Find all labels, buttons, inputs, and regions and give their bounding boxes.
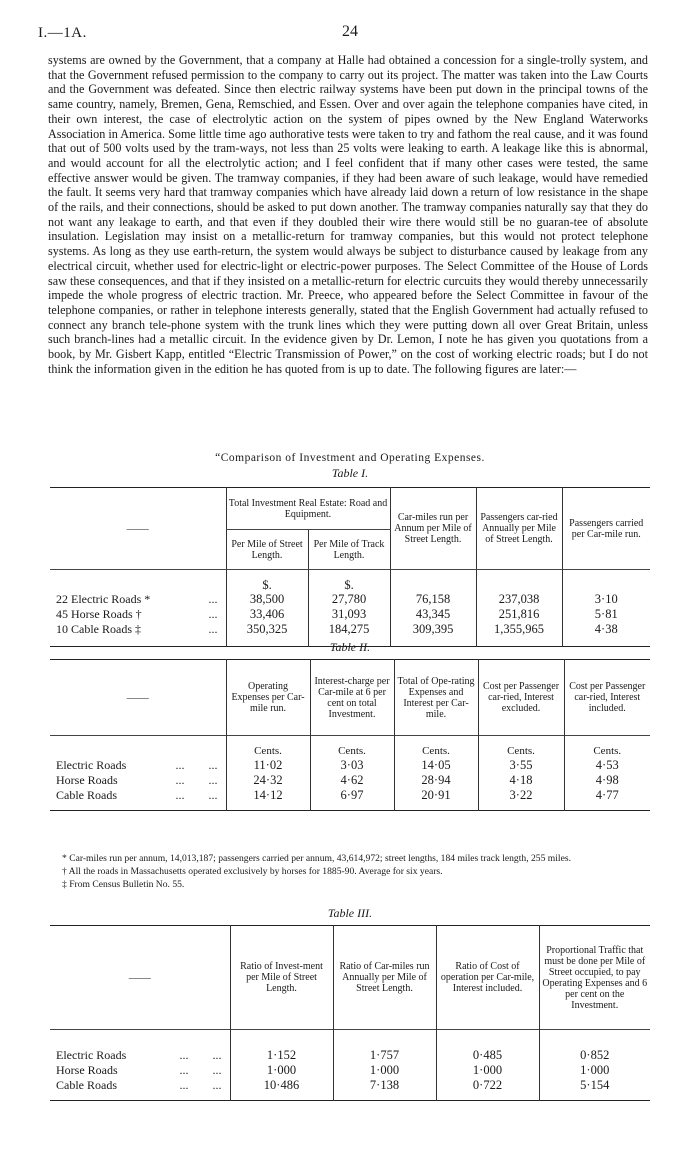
table1-cell: 184,275 — [308, 622, 390, 637]
table1-col-ratio: Passengers carried per Car-mile run. — [562, 488, 650, 570]
table3-cell: 10·486 — [230, 1078, 333, 1093]
table1-row-label: 45 Horse Roads † — [56, 606, 142, 621]
table1-unit-street: $. — [226, 570, 308, 592]
table-row: Electric Roads ... ... 11·02 3·03 14·05 3·55 4·53 — [50, 758, 650, 773]
table2-cell: 28·94 — [394, 773, 478, 788]
comparison-caption: “Comparison of Investment and Operating Expenses. — [215, 452, 485, 464]
table2-label: Table II. — [329, 640, 371, 654]
body-paragraph: systems are owned by the Government, that a company at Halle had obtained a concession for a single-trolly system, and that the Government refused permission to the company to carry out its project. The matter was taken into the Law Courts and the Government was defeated. Since then electric railway systems have been put down in the principal towns of the same country, namely, Bremen, Gena, Remschied, and Essen. Over and over again the telephone companies have cited, in their own interest, the case of electrolytic action on the system of pipes owned by the New England Waterworks Association in America. Some little time ago authorative tests were taken to try and fathom the real cause, and it was found that out of 500 volts used by the tram-ways, not less than 25 volts were leaking to earth. A leakage like this is abnormal, and would account for all the electrolytic action; and I feel confident that if many other cases were tested, the same effective answer would be given. The tramway companies, if they had been aware of such leakage, would have remedied the fault. It seems very hard that tramway companies which have already laid down a return of low resistance in the shape of the rails, and their connections, should be asked to put down another. The tramway companies naturally say that they do not want any leakage to earth, and that even if they doubled their wire there would still be no guaran-tee of absolute insulation. Legislation may insist on a metallic-return for tramway companies, but this would not protect telephone systems. As long as they use earth-return, the system would always be subject to disturbance caused by leakage from any electrical circuit, whether used for electric-light or electric-power purposes. The Select Committee of the House of Lords saw these consequences, and that if they insisted on a metallic-return for electric curcuits they would thereby unnecessarily impede the whole progress of electric traction. Mr. Preece, who appeared before the Select Committee in favour of the telephone companies, or rather in telephone interests generally, stated that the English Government had actually refused to connect any branch tele-phone system with the trunk lines which they were putting down all over Great Britain, unless such branch-lines had a metallic circuit. In the evidence given by Dr. Lemon, I note he has given you quotations from a book, by Mr. Gisbert Kapp, entitled “Electric Transmission of Power,” on the cost of working electric roads; but I do not think the information given in the edition he has quoted from is up to date. The following figures are later:— — [48, 53, 648, 376]
table-row: 45 Horse Roads † ... 33,406 31,093 43,345 251,816 5·81 — [50, 607, 650, 622]
table3-cell: 1·757 — [333, 1048, 436, 1063]
table1-blank-header: —— — [50, 488, 226, 570]
table2-cell: 3·03 — [310, 758, 394, 773]
table3-row-label: Electric Roads — [56, 1047, 127, 1062]
table3-blank-header: —— — [128, 971, 151, 984]
table3-label: Table III. — [327, 906, 373, 920]
table1-col-passengers: Passengers car-ried Annually per Mile of Street Length. — [476, 488, 562, 570]
table-row: 22 Electric Roads * ... 38,500 27,780 76,158 237,038 3·10 — [50, 592, 650, 607]
table2-cell: 4·53 — [564, 758, 650, 773]
table3-col-traffic: Proportional Traffic that must be done per Mile of Street occupied, to pay Operating Expenses and 6 per cent on the Investment. — [539, 926, 650, 1030]
table-row: Electric Roads ... ... 1·152 1·757 0·485 0·852 — [50, 1048, 650, 1063]
table1-cell: 350,325 — [226, 622, 308, 637]
table3-cell: 0·722 — [436, 1078, 539, 1093]
table-row: Horse Roads ... ... 24·32 4·62 28·94 4·18 4·98 — [50, 773, 650, 788]
table2-cell: 6·97 — [310, 788, 394, 803]
table3-cell: 1·000 — [539, 1063, 650, 1078]
table1-col-street: Per Mile of Street Length. — [226, 530, 308, 570]
table1 — [50, 487, 650, 647]
table3-cell: 0·852 — [539, 1048, 650, 1063]
table1-cell: 31,093 — [308, 607, 390, 622]
table3-cell: 5·154 — [539, 1078, 650, 1093]
table3-cell: 0·485 — [436, 1048, 539, 1063]
table3-col-cost: Ratio of Cost of operation per Car-mile, Interest included. — [436, 926, 539, 1030]
table2-cell: 11·02 — [226, 758, 310, 773]
table2-cell: 3·55 — [478, 758, 564, 773]
table2-row-label: Electric Roads — [56, 757, 127, 772]
table2-row-label: Cable Roads — [56, 787, 117, 802]
table3-cell: 7·138 — [333, 1078, 436, 1093]
footnotes — [48, 852, 648, 891]
table-row: Cable Roads ... ... 10·486 7·138 0·722 5·154 — [50, 1078, 650, 1093]
table2-col-operating: Operating Expenses per Car-mile run. — [226, 660, 310, 736]
table3 — [50, 925, 650, 1101]
page-reference: I.—1A. — [38, 25, 87, 41]
table1-row-label: 10 Cable Roads ‡ — [56, 621, 141, 636]
table-row: Cable Roads ... ... 14·12 6·97 20·91 3·22 4·77 — [50, 788, 650, 803]
table2-cell: 4·62 — [310, 773, 394, 788]
table1-col-track: Per Mile of Track Length. — [308, 530, 390, 570]
table1-row-label: 22 Electric Roads * — [56, 591, 151, 606]
table2-cell: 20·91 — [394, 788, 478, 803]
footnote-2: † All the roads in Massachusetts operated exclusively by horses for 1885-90. Average for six years. — [62, 866, 443, 877]
table1-cell: 4·38 — [562, 622, 650, 637]
table2 — [50, 659, 650, 811]
table2-unit: Cents. — [394, 736, 478, 758]
table2-cell: 24·32 — [226, 773, 310, 788]
table1-cell: 27,780 — [308, 592, 390, 607]
table1-cell: 309,395 — [390, 622, 476, 637]
footnote-1: * Car-miles run per annum, 14,013,187; passengers carried per annum, 43,614,972; street lengths, 184 miles track length, 255 miles. — [62, 853, 571, 864]
footnote-3: ‡ From Census Bulletin No. 55. — [62, 879, 185, 890]
table1-col-carmiles: Car-miles run per Annum per Mile of Street Length. — [390, 488, 476, 570]
table3-row-label: Horse Roads — [56, 1062, 118, 1077]
table2-row-label: Horse Roads — [56, 772, 118, 787]
table1-cell: 237,038 — [476, 592, 562, 607]
table2-col-total: Total of Ope-rating Expenses and Interest per Car-mile. — [394, 660, 478, 736]
table2-col-interest: Interest-charge per Car-mile at 6 per cent on total Investment. — [310, 660, 394, 736]
table2-cell: 14·05 — [394, 758, 478, 773]
table2-cell: 3·22 — [478, 788, 564, 803]
table2-blank-header: —— — [126, 691, 149, 704]
table3-row-label: Cable Roads — [56, 1077, 117, 1092]
table-row: Horse Roads ... ... 1·000 1·000 1·000 1·000 — [50, 1063, 650, 1078]
table1-cell: 251,816 — [476, 607, 562, 622]
table1-cell: 3·10 — [562, 592, 650, 607]
table1-cell: 33,406 — [226, 607, 308, 622]
table3-cell: 1·000 — [230, 1063, 333, 1078]
table3-cell: 1·152 — [230, 1048, 333, 1063]
table2-unit: Cents. — [226, 736, 310, 758]
table-row: 10 Cable Roads ‡ ... 350,325 184,275 309,395 1,355,965 4·38 — [50, 622, 650, 637]
table2-col-cost-excluded: Cost per Passenger car-ried, Interest excluded. — [478, 660, 564, 736]
table2-cell: 14·12 — [226, 788, 310, 803]
table1-group-header: Total Investment Real Estate: Road and Equipment. — [226, 488, 390, 530]
table2-col-cost-included: Cost per Passenger car-ried, Interest included. — [564, 660, 650, 736]
table3-cell: 1·000 — [333, 1063, 436, 1078]
table3-col-carmiles: Ratio of Car-miles run Annually per Mile of Street Length. — [333, 926, 436, 1030]
table2-unit: Cents. — [478, 736, 564, 758]
table2-cell: 4·98 — [564, 773, 650, 788]
table3-cell: 1·000 — [436, 1063, 539, 1078]
body-text — [48, 53, 648, 376]
table1-cell: 38,500 — [226, 592, 308, 607]
table1-label: Table I. — [331, 466, 369, 480]
table1-cell: 43,345 — [390, 607, 476, 622]
table1-unit-track: $. — [308, 570, 390, 592]
table1-cell: 5·81 — [562, 607, 650, 622]
table2-cell: 4·77 — [564, 788, 650, 803]
table3-col-investment: Ratio of Invest-ment per Mile of Street Length. — [230, 926, 333, 1030]
page-number: 24 — [342, 23, 358, 40]
table2-cell: 4·18 — [478, 773, 564, 788]
table1-cell: 1,355,965 — [476, 622, 562, 637]
table2-unit: Cents. — [564, 736, 650, 758]
table2-unit: Cents. — [310, 736, 394, 758]
table1-cell: 76,158 — [390, 592, 476, 607]
